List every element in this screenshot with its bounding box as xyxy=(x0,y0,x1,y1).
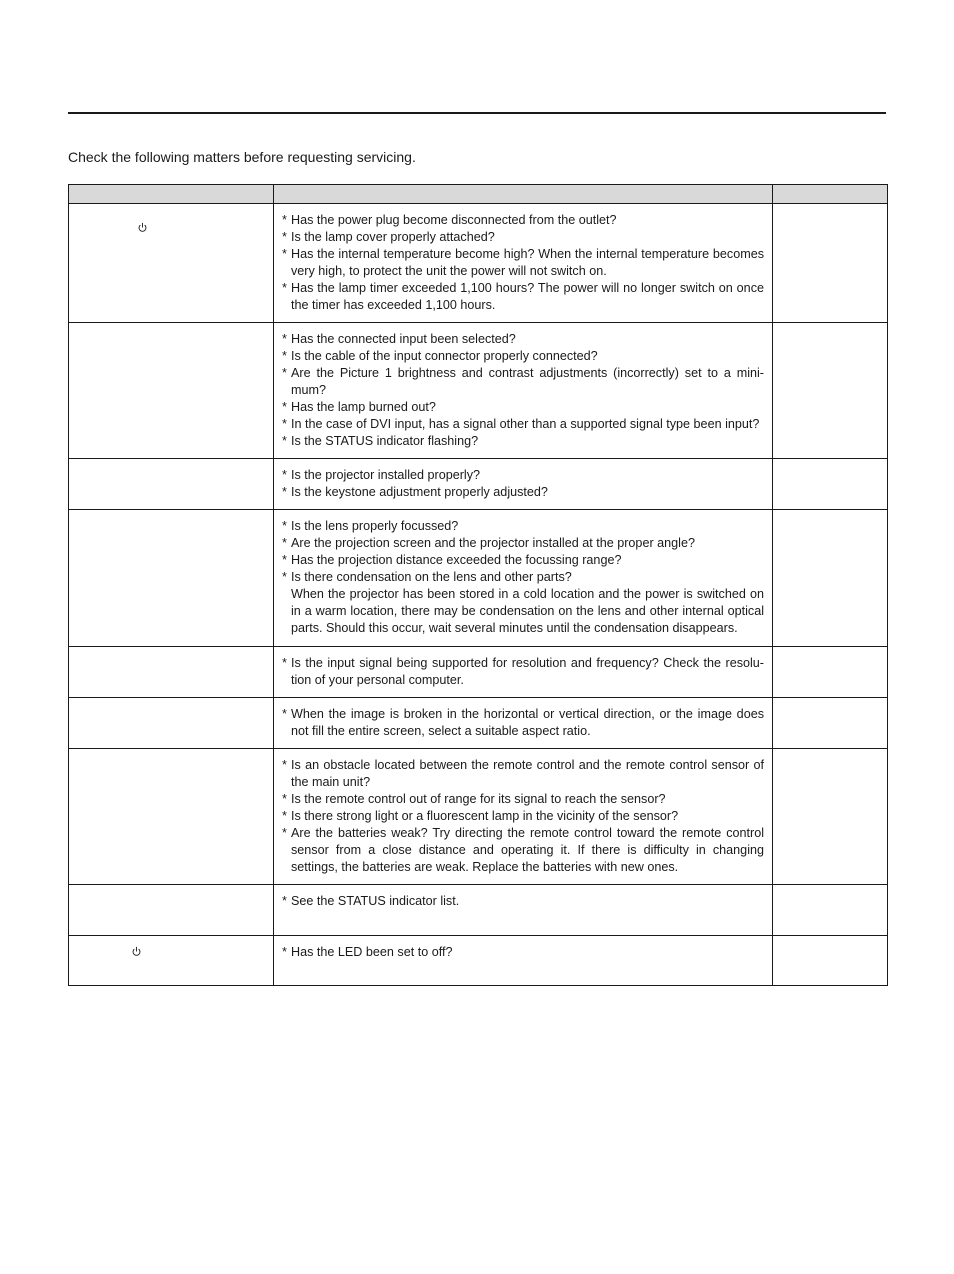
check-item-note: When the projector has been stored in a cold location and the power is switched on in a warm location, there may be condensation on the lens and other internal optical parts. Should this occur, wait several minutes until the condensation disappears. xyxy=(291,587,764,635)
table-row xyxy=(69,885,888,936)
check-list xyxy=(274,323,772,458)
check-item: * Is the STATUS indicator flashing? xyxy=(282,433,764,450)
page-cell xyxy=(773,885,888,936)
check-item: * Has the lamp timer exceeded 1,100 hours? The power will no longer switch on once the timer has exceeded 1,100 hours. xyxy=(282,280,764,314)
check-cell xyxy=(274,459,773,510)
symptom-cell xyxy=(69,936,274,986)
power-icon xyxy=(137,222,148,233)
check-list xyxy=(274,204,772,322)
symptom-cell xyxy=(69,510,274,647)
table-row xyxy=(69,749,888,885)
check-cell xyxy=(274,647,773,698)
table-row xyxy=(69,647,888,698)
check-cell xyxy=(274,936,773,986)
symptom-cell xyxy=(69,698,274,749)
table-row xyxy=(69,698,888,749)
page-cell xyxy=(773,459,888,510)
table-row xyxy=(69,459,888,510)
check-cell xyxy=(274,698,773,749)
check-item: * Has the connected input been selected? xyxy=(282,331,764,348)
table-header-row xyxy=(69,185,888,204)
check-item: * Is the projector installed properly? xyxy=(282,467,764,484)
table-row xyxy=(69,204,888,323)
check-item: * Is the lens properly focussed? xyxy=(282,518,764,535)
check-item: * Is there strong light or a fluorescent lamp in the vicinity of the sensor? xyxy=(282,808,764,825)
check-item: * Has the projection distance exceeded the focussing range? xyxy=(282,552,764,569)
check-item: * Has the LED been set to off? xyxy=(282,944,764,961)
page-cell xyxy=(773,698,888,749)
top-rule xyxy=(68,112,886,114)
check-cell xyxy=(274,323,773,459)
check-item-text: Is there condensation on the lens and other parts? xyxy=(291,570,572,584)
table-row xyxy=(69,323,888,459)
check-item: * Has the internal temperature become high? When the internal temperature becomes very high, to protect the unit the power will not switch on. xyxy=(282,246,764,280)
check-cell xyxy=(274,885,773,936)
check-item: * Is the remote control out of range for its signal to reach the sensor? xyxy=(282,791,764,808)
check-item: * Is the lamp cover properly attached? xyxy=(282,229,764,246)
intro-text: Check the following matters before requesting servicing. xyxy=(68,149,416,165)
check-item: * In the case of DVI input, has a signal other than a supported signal type been input? xyxy=(282,416,764,433)
check-list xyxy=(274,510,772,645)
check-item: * Are the batteries weak? Try directing the remote control toward the remote control sensor from a close distance and operating it. If there is difficulty in changing settings, the batteries are weak. Replace the batteries with new ones. xyxy=(282,825,764,876)
check-list xyxy=(274,936,772,969)
check-list xyxy=(274,698,772,748)
check-item: * Is the cable of the input connector properly connected? xyxy=(282,348,764,365)
check-item: * Is the keystone adjustment properly adjusted? xyxy=(282,484,764,501)
check-item: * Are the Picture 1 brightness and contrast adjustments (incorrectly) set to a mini-mum? xyxy=(282,365,764,399)
check-item: * Is an obstacle located between the remote control and the remote control sensor of the main unit? xyxy=(282,757,764,791)
table-row xyxy=(69,936,888,986)
check-list xyxy=(274,749,772,884)
check-cell xyxy=(274,204,773,323)
check-list xyxy=(274,885,772,918)
check-cell xyxy=(274,749,773,885)
check-item: * When the image is broken in the horizontal or vertical direction, or the image does not fill the entire screen, select a suitable aspect ratio. xyxy=(282,706,764,740)
page-cell xyxy=(773,647,888,698)
check-item: * Has the lamp burned out? xyxy=(282,399,764,416)
symptom-cell xyxy=(69,204,274,323)
symptom-cell xyxy=(69,459,274,510)
troubleshooting-table xyxy=(68,184,888,986)
check-cell xyxy=(274,510,773,647)
check-item: * Has the power plug become disconnected from the outlet? xyxy=(282,212,764,229)
symptom-cell xyxy=(69,647,274,698)
header-check xyxy=(274,185,773,204)
check-item: * See the STATUS indicator list. xyxy=(282,893,764,910)
check-item xyxy=(282,569,764,637)
check-item: * Are the projection screen and the projector installed at the proper angle? xyxy=(282,535,764,552)
page-cell xyxy=(773,936,888,986)
header-page xyxy=(773,185,888,204)
page-cell xyxy=(773,204,888,323)
check-list xyxy=(274,459,772,509)
page-cell xyxy=(773,510,888,647)
table-row xyxy=(69,510,888,647)
check-list xyxy=(274,647,772,697)
symptom-cell xyxy=(69,323,274,459)
symptom-cell xyxy=(69,749,274,885)
check-item: * Is the input signal being supported for resolution and frequency? Check the resolu-tion of your personal computer. xyxy=(282,655,764,689)
symptom-cell xyxy=(69,885,274,936)
header-symptom xyxy=(69,185,274,204)
page-cell xyxy=(773,749,888,885)
page-cell xyxy=(773,323,888,459)
power-icon xyxy=(131,946,142,957)
